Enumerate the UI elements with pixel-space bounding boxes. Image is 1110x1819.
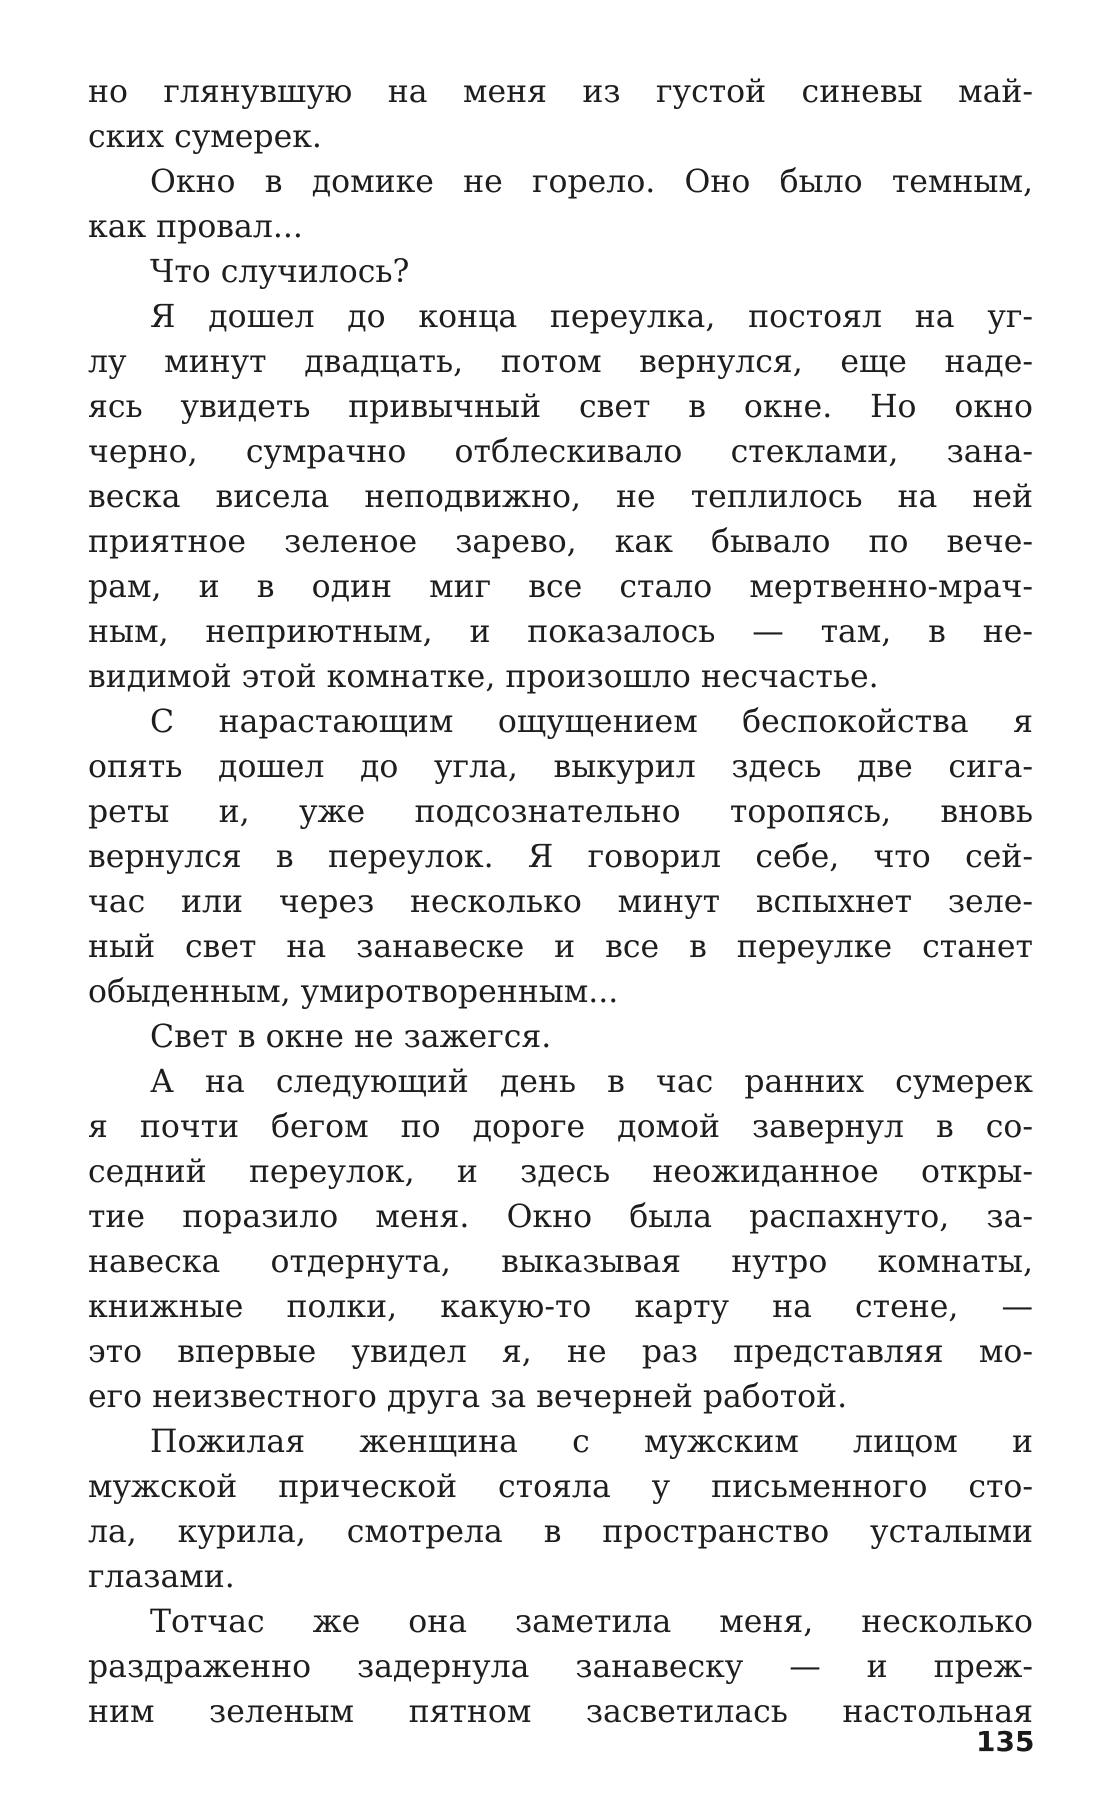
text-line: книжные полки, какую-то карту на стене, — xyxy=(88,1289,1033,1325)
text-line: лу минут двадцать, потом вернулся, еще наде- xyxy=(88,344,1033,380)
text-line: час или через несколько минут вспыхнет зеле- xyxy=(88,884,1033,920)
text-line: как провал... xyxy=(88,209,303,245)
text-line: Пожилая женщина с мужским лицом и xyxy=(150,1424,1033,1460)
text-line: ла, курила, смотрела в пространство усталыми xyxy=(88,1514,1033,1550)
text-line: видимой этой комнатке, произошло несчастье. xyxy=(88,659,879,695)
text-line: ним зеленым пятном засветилась настольная xyxy=(88,1694,1033,1730)
text-line: седний переулок, и здесь неожиданное откры- xyxy=(88,1154,1033,1190)
page-number: 135 xyxy=(976,1725,1035,1758)
text-line: реты и, уже подсознательно торопясь, вновь xyxy=(88,794,1033,830)
text-line: ный свет на занавеске и все в переулке станет xyxy=(88,929,1033,965)
text-line: обыденным, умиротворенным... xyxy=(88,974,619,1010)
text-line: тие поразило меня. Окно была распахнуто, за- xyxy=(88,1199,1033,1235)
text-line: ным, неприютным, и показалось — там, в не- xyxy=(88,614,1033,650)
text-line: А на следующий день в час ранних сумерек xyxy=(150,1064,1033,1100)
text-line: черно, сумрачно отблескивало стеклами, зана- xyxy=(88,434,1033,470)
text-line: ясь увидеть привычный свет в окне. Но окно xyxy=(88,389,1033,425)
text-line: Что случилось? xyxy=(150,254,410,290)
book-page-text xyxy=(88,70,1033,1735)
text-line: раздраженно задернула занавеску — и преж- xyxy=(88,1649,1033,1685)
text-line: Окно в домике не горело. Оно было темным, xyxy=(150,164,1033,200)
text-line: опять дошел до угла, выкурил здесь две сига- xyxy=(88,749,1033,785)
text-line: Я дошел до конца переулка, постоял на уг- xyxy=(150,299,1033,335)
text-line: его неизвестного друга за вечерней работой. xyxy=(88,1379,848,1415)
text-line: приятное зеленое зарево, как бывало по вече- xyxy=(88,524,1033,560)
text-line: Свет в окне не зажегся. xyxy=(150,1019,552,1055)
text-line: глазами. xyxy=(88,1559,235,1595)
text-line: но глянувшую на меня из густой синевы май- xyxy=(88,74,1033,110)
text-line: С нарастающим ощущением беспокойства я xyxy=(150,704,1033,740)
text-line: ских сумерек. xyxy=(88,119,322,155)
text-line: веска висела неподвижно, не теплилось на ней xyxy=(88,479,1033,515)
text-line: Тотчас же она заметила меня, несколько xyxy=(150,1604,1033,1640)
text-line: рам, и в один миг все стало мертвенно-мрач- xyxy=(88,569,1033,605)
text-line: навеска отдернута, выказывая нутро комнаты, xyxy=(88,1244,1033,1280)
text-line: это впервые увидел я, не раз представляя мо- xyxy=(88,1334,1033,1370)
text-line: мужской прической стояла у письменного сто- xyxy=(88,1469,1033,1505)
text-line: я почти бегом по дороге домой завернул в со- xyxy=(88,1109,1033,1145)
text-line: вернулся в переулок. Я говорил себе, что сей- xyxy=(88,839,1033,875)
